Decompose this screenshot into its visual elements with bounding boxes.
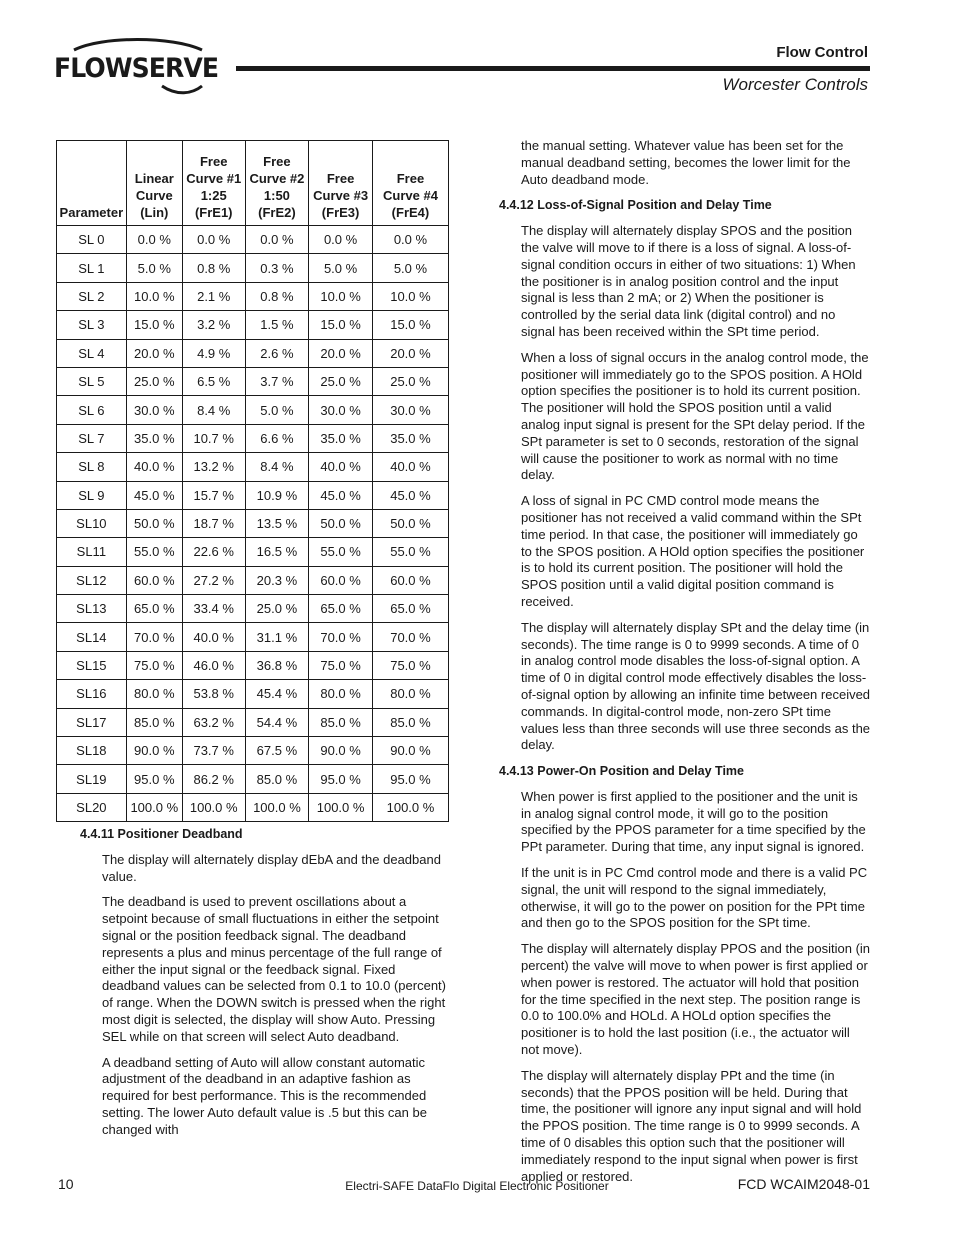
column-header-line: Curve: [135, 188, 173, 203]
table-body: [57, 226, 449, 822]
value-cell: 20.0 %: [309, 339, 373, 367]
parameter-cell: SL 9: [57, 481, 127, 509]
value-cell: 50.0 %: [309, 509, 373, 537]
value-cell: 40.0 %: [372, 453, 448, 481]
value-cell: 70.0 %: [309, 623, 373, 651]
paragraph: The deadband is used to prevent oscillations about a setpoint because of small fluctuations in either the setpoint signal or the position feedback signal. The deadband represents a plus and minus percentage of the full range of either the input signal or the feedback signal. Fixed deadband values can be selected from 0.1 to 10.0 (percent) of range. When the DOWN switch is pressed when the right most digit is selected, the display will show Auto. Pressing SEL while on that screen will select Auto deadband.: [102, 894, 446, 1044]
value-cell: 100.0 %: [372, 793, 448, 821]
value-cell: 8.4 %: [245, 453, 309, 481]
value-cell: 75.0 %: [309, 651, 373, 679]
header-brand: Flow Control: [776, 44, 868, 61]
value-cell: 80.0 %: [126, 680, 182, 708]
value-cell: 15.0 %: [126, 311, 182, 339]
value-cell: 45.0 %: [372, 481, 448, 509]
value-cell: 3.2 %: [182, 311, 245, 339]
paragraph: When power is first applied to the positioner and the unit is in analog signal control mode, it will go to the position specified by the PPOS parameter for a time specified by the PPt parameter. During that time, any input signal is ignored.: [521, 788, 866, 855]
paragraph: A loss of signal in PC CMD control mode means the positioner has not received a valid command within the SPt time period. In that case, the positioner will immediately go to the SPOS position. A HOld option specifies the positioner is to hold its current position. The positioner will hold the SPOS position until a valid digital position command is received.: [521, 493, 865, 609]
parameter-cell: SL 0: [57, 226, 127, 254]
column-header-line: (FrE4): [391, 205, 430, 220]
parameter-cell: SL15: [57, 651, 127, 679]
parameter-cell: SL 3: [57, 311, 127, 339]
table-row: [57, 623, 449, 651]
header-subbrand: Worcester Controls: [722, 75, 868, 94]
section-heading-4-4-12: 4.4.12 Loss-of-Signal Position and Delay Time: [499, 198, 772, 213]
table-row: [57, 538, 449, 566]
value-cell: 25.0 %: [372, 367, 448, 395]
value-cell: 30.0 %: [372, 396, 448, 424]
paragraph: The display will alternately display SPOS and the position the valve will move to if there is a loss of signal. A loss-of-signal condition occurs in either of two situations: 1) When the positioner is in analog position control and the input signal is less than 2 mA; or 2) When the positioner is controlled by the serial data link (digital control) and no signal has been received within the SPt time period.: [521, 223, 856, 339]
table-row: [57, 708, 449, 736]
value-cell: 1.5 %: [245, 311, 309, 339]
parameter-cell: SL14: [57, 623, 127, 651]
value-cell: 95.0 %: [309, 765, 373, 793]
value-cell: 4.9 %: [182, 339, 245, 367]
value-cell: 36.8 %: [245, 651, 309, 679]
table-row: [57, 595, 449, 623]
value-cell: 45.0 %: [126, 481, 182, 509]
column-header: [245, 141, 309, 226]
value-cell: 20.0 %: [126, 339, 182, 367]
parameter-cell: SL 7: [57, 424, 127, 452]
parameter-cell: SL10: [57, 509, 127, 537]
value-cell: 100.0 %: [182, 793, 245, 821]
value-cell: 6.6 %: [245, 424, 309, 452]
column-header-line: Curve #4: [383, 188, 438, 203]
value-cell: 20.3 %: [245, 566, 309, 594]
table-row: [57, 226, 449, 254]
parameter-cell: SL 1: [57, 254, 127, 282]
value-cell: 85.0 %: [309, 708, 373, 736]
value-cell: 33.4 %: [182, 595, 245, 623]
value-cell: 2.6 %: [245, 339, 309, 367]
value-cell: 85.0 %: [372, 708, 448, 736]
value-cell: 35.0 %: [126, 424, 182, 452]
value-cell: 13.2 %: [182, 453, 245, 481]
value-cell: 5.0 %: [245, 396, 309, 424]
value-cell: 5.0 %: [126, 254, 182, 282]
table-row: [57, 793, 449, 821]
column-header: [57, 141, 127, 226]
value-cell: 0.8 %: [182, 254, 245, 282]
value-cell: 100.0 %: [245, 793, 309, 821]
table-header-row: [57, 141, 449, 226]
value-cell: 95.0 %: [126, 765, 182, 793]
value-cell: 10.7 %: [182, 424, 245, 452]
value-cell: 0.0 %: [245, 226, 309, 254]
paragraph: The display will alternately display SPt and the delay time (in seconds). The time range is 0 to 9999 seconds. A time of 0 in analog control mode disables the loss-of-signal option. A time of 0 in digital control mode effectively disables the loss-of-signal option by allowing an infinite time between received commands. In digital-control mode, non-zero SPt time values less than three seconds will use three seconds as the delay.: [521, 619, 871, 753]
value-cell: 10.9 %: [245, 481, 309, 509]
footer-doc-title: Electri-SAFE DataFlo Digital Electronic Positioner: [345, 1179, 609, 1193]
table-row: [57, 737, 449, 765]
paragraph: the manual setting. Whatever value has been set for the manual deadband setting, becomes the lower limit for the Auto deadband mode.: [521, 138, 851, 187]
logo-wordmark: FLOWSERVE: [54, 53, 219, 84]
value-cell: 2.1 %: [182, 282, 245, 310]
value-cell: 20.0 %: [372, 339, 448, 367]
value-cell: 100.0 %: [309, 793, 373, 821]
value-cell: 0.0 %: [126, 226, 182, 254]
table-row: [57, 651, 449, 679]
footer-doc-code: FCD WCAIM2048-01: [737, 1176, 870, 1192]
parameter-cell: SL12: [57, 566, 127, 594]
paragraph: A deadband setting of Auto will allow constant automatic adjustment of the deadband in an adaptive fashion as required for best performance. This is the recommended setting. The lower Auto default value is .5 but this can be changed with: [102, 1054, 427, 1137]
table-row: [57, 509, 449, 537]
parameter-cell: SL 2: [57, 282, 127, 310]
value-cell: 80.0 %: [372, 680, 448, 708]
value-cell: 86.2 %: [182, 765, 245, 793]
header-rule: [236, 66, 870, 71]
value-cell: 0.0 %: [182, 226, 245, 254]
section-heading-4-4-11: 4.4.11 Positioner Deadband: [80, 827, 243, 841]
column-header-line: (FrE3): [321, 205, 360, 220]
value-cell: 85.0 %: [126, 708, 182, 736]
value-cell: 90.0 %: [309, 737, 373, 765]
parameter-cell: SL 8: [57, 453, 127, 481]
paragraph: When a loss of signal occurs in the analog control mode, the positioner will immediately go to the SPOS position. A HOld option specifies the positioner is to hold its current position. The positioner will hold the SPOS position until a valid analog input signal is present for the SPt delay period. If the SPt parameter is set to 0 seconds, restoration of the signal will cause the positioner to work as normal with no time delay.: [521, 349, 869, 483]
paragraph: The display will alternately display PPt and the time (in seconds) that the PPOS position will be held. During that time, the positioner will ignore any input signal and will hold the PPOS position. The time range is 0 to 9999 seconds. A time of 0 disables this option such that the positioner will immediately respond to the input signal when power is first applied or restored.: [521, 1067, 862, 1184]
table-row: [57, 424, 449, 452]
parameter-cell: SL17: [57, 708, 127, 736]
value-cell: 45.4 %: [245, 680, 309, 708]
column-header: [309, 141, 373, 226]
value-cell: 75.0 %: [126, 651, 182, 679]
value-cell: 90.0 %: [126, 737, 182, 765]
value-cell: 53.8 %: [182, 680, 245, 708]
value-cell: 95.0 %: [372, 765, 448, 793]
value-cell: 67.5 %: [245, 737, 309, 765]
value-cell: 80.0 %: [309, 680, 373, 708]
paragraph: The display will alternately display PPOS and the position (in percent) the valve will move to when power is first applied or when power is restored. The actuator will hold that position for the time specified in the next step. The position range is 0.0 to 100.0% and HOLd. A HOLd option specifies the positioner is to hold the last position (i.e., the actuator will not move).: [521, 941, 871, 1058]
value-cell: 60.0 %: [372, 566, 448, 594]
column-header-line: 1:25: [200, 188, 227, 203]
table-row: [57, 566, 449, 594]
parameter-cell: SL 4: [57, 339, 127, 367]
value-cell: 5.0 %: [309, 254, 373, 282]
column-header-line: Free: [326, 171, 355, 186]
parameter-cell: SL11: [57, 538, 127, 566]
column-header-line: Curve #2: [249, 171, 305, 186]
value-cell: 10.0 %: [309, 282, 373, 310]
value-cell: 35.0 %: [372, 424, 448, 452]
parameter-cell: SL 6: [57, 396, 127, 424]
column-header-line: Curve #1: [186, 171, 242, 186]
parameter-cell: SL18: [57, 737, 127, 765]
value-cell: 25.0 %: [245, 595, 309, 623]
value-cell: 40.0 %: [309, 453, 373, 481]
flowserve-logo: [52, 38, 217, 98]
value-cell: 54.4 %: [245, 708, 309, 736]
table-row: [57, 311, 449, 339]
column-header: [372, 141, 448, 226]
value-cell: 55.0 %: [309, 538, 373, 566]
value-cell: 10.0 %: [126, 282, 182, 310]
column-header-line: (FrE1): [194, 205, 233, 220]
value-cell: 15.0 %: [372, 311, 448, 339]
column-header-line: Parameter: [59, 205, 124, 220]
parameter-cell: SL 5: [57, 367, 127, 395]
value-cell: 30.0 %: [309, 396, 373, 424]
value-cell: 27.2 %: [182, 566, 245, 594]
value-cell: 65.0 %: [126, 595, 182, 623]
value-cell: 50.0 %: [372, 509, 448, 537]
page-number: 10: [58, 1176, 74, 1192]
column-header-line: (FrE2): [258, 205, 296, 220]
table-row: [57, 453, 449, 481]
column-header-line: 1:50: [263, 188, 290, 203]
value-cell: 46.0 %: [182, 651, 245, 679]
value-cell: 31.1 %: [245, 623, 309, 651]
column-header-line: Free: [396, 171, 425, 186]
value-cell: 25.0 %: [126, 367, 182, 395]
column-header-line: Linear: [134, 171, 174, 186]
value-cell: 16.5 %: [245, 538, 309, 566]
value-cell: 85.0 %: [245, 765, 309, 793]
value-cell: 25.0 %: [309, 367, 373, 395]
value-cell: 0.0 %: [372, 226, 448, 254]
column-header-line: Free: [263, 154, 291, 169]
table-row: [57, 680, 449, 708]
value-cell: 75.0 %: [372, 651, 448, 679]
value-cell: 0.0 %: [309, 226, 373, 254]
parameter-cell: SL19: [57, 765, 127, 793]
value-cell: 70.0 %: [126, 623, 182, 651]
table-row: [57, 282, 449, 310]
value-cell: 6.5 %: [182, 367, 245, 395]
value-cell: 30.0 %: [126, 396, 182, 424]
value-cell: 40.0 %: [126, 453, 182, 481]
table-row: [57, 367, 449, 395]
value-cell: 55.0 %: [126, 538, 182, 566]
value-cell: 13.5 %: [245, 509, 309, 537]
column-header-line: (Lin): [140, 205, 169, 220]
parameter-cell: SL13: [57, 595, 127, 623]
column-header-line: Free: [199, 154, 228, 169]
value-cell: 60.0 %: [309, 566, 373, 594]
parameter-cell: SL20: [57, 793, 127, 821]
value-cell: 60.0 %: [126, 566, 182, 594]
value-cell: 0.8 %: [245, 282, 309, 310]
value-cell: 22.6 %: [182, 538, 245, 566]
value-cell: 55.0 %: [372, 538, 448, 566]
paragraph: If the unit is in PC Cmd control mode and there is a valid PC signal, the unit will respond to the signal immediately, otherwise, it will go to the power on position for the PPt time and then go to the SPOS position for the SPt time.: [521, 865, 868, 931]
value-cell: 65.0 %: [372, 595, 448, 623]
left-text-column: [80, 826, 452, 1148]
column-header: [182, 141, 245, 226]
value-cell: 40.0 %: [182, 623, 245, 651]
table-row: [57, 339, 449, 367]
value-cell: 15.7 %: [182, 481, 245, 509]
value-cell: 10.0 %: [372, 282, 448, 310]
value-cell: 18.7 %: [182, 509, 245, 537]
value-cell: 50.0 %: [126, 509, 182, 537]
value-cell: 65.0 %: [309, 595, 373, 623]
table-row: [57, 254, 449, 282]
value-cell: 3.7 %: [245, 367, 309, 395]
section-heading-4-4-13: 4.4.13 Power-On Position and Delay Time: [499, 764, 744, 779]
value-cell: 45.0 %: [309, 481, 373, 509]
parameter-cell: SL16: [57, 680, 127, 708]
table-row: [57, 765, 449, 793]
characteristic-curve-table: [56, 140, 449, 822]
value-cell: 35.0 %: [309, 424, 373, 452]
value-cell: 8.4 %: [182, 396, 245, 424]
value-cell: 5.0 %: [372, 254, 448, 282]
paragraph: The display will alternately display dEbA and the deadband value.: [102, 851, 441, 884]
table-row: [57, 396, 449, 424]
table-row: [57, 481, 449, 509]
right-text-column: [499, 138, 871, 1194]
column-header: [126, 141, 182, 226]
value-cell: 73.7 %: [182, 737, 245, 765]
value-cell: 0.3 %: [245, 254, 309, 282]
value-cell: 90.0 %: [372, 737, 448, 765]
column-header-line: Curve #3: [313, 188, 369, 203]
value-cell: 63.2 %: [182, 708, 245, 736]
value-cell: 15.0 %: [309, 311, 373, 339]
value-cell: 70.0 %: [372, 623, 448, 651]
value-cell: 100.0 %: [126, 793, 182, 821]
